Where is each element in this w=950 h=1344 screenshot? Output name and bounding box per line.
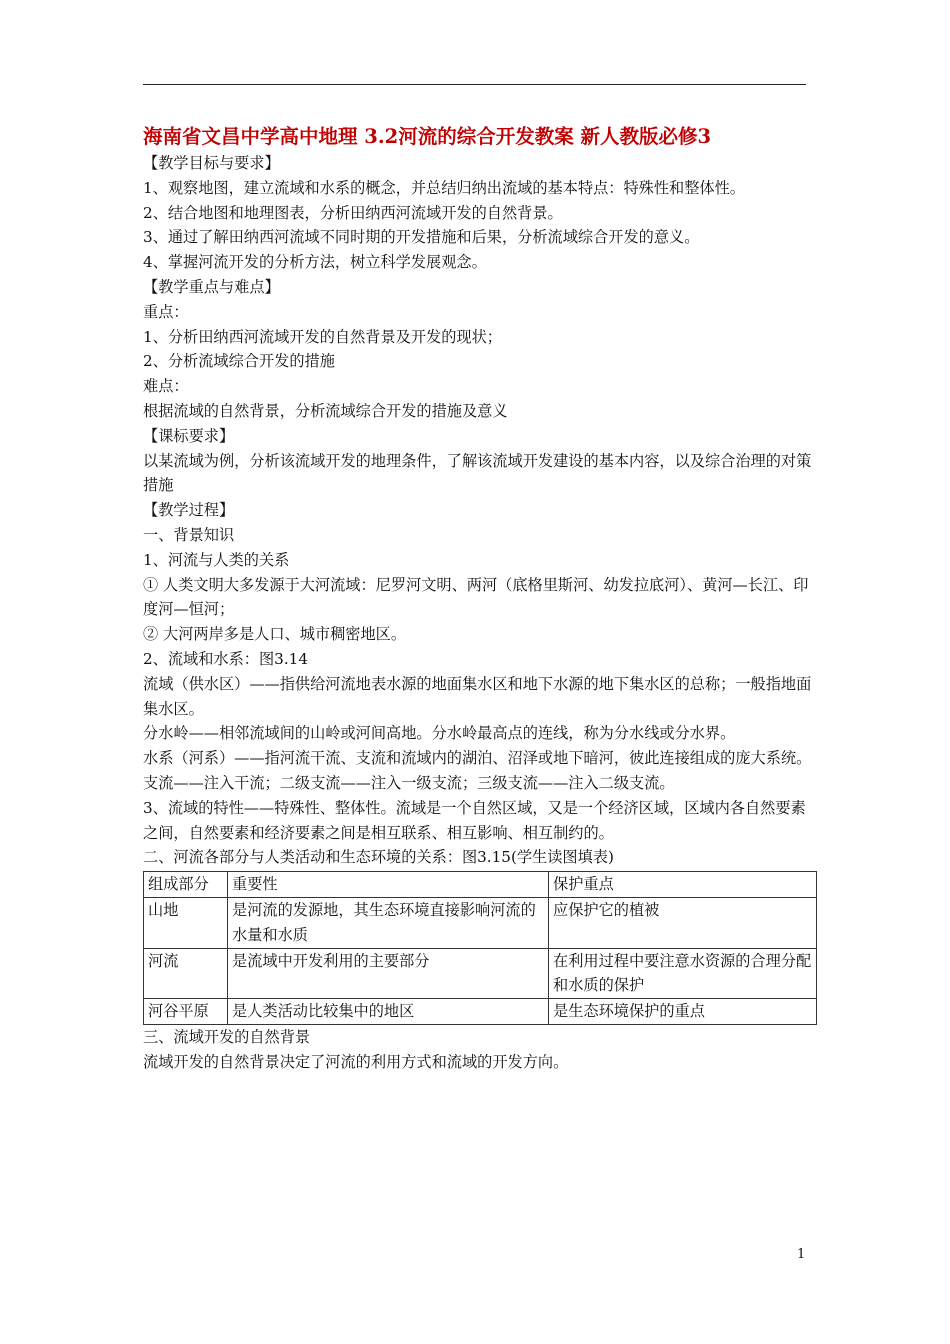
- section-heading-process: 【教学过程】: [143, 501, 235, 520]
- table-cell: 是人类活动比较集中的地区: [228, 999, 549, 1025]
- table-cell: 是河流的发源地，其生态环境直接影响河流的水量和水质: [228, 897, 549, 948]
- paragraph: 4、掌握河流开发的分析方法，树立科学发展观念。: [143, 253, 487, 272]
- after-table-paragraphs: [143, 1025, 817, 1075]
- table-header-cell: 保护重点: [549, 872, 817, 898]
- paragraph: 支流——注入干流；二级支流——注入一级支流；三级支流——注入二级支流。: [143, 773, 675, 792]
- section-heading-natural-background: 三、流域开发的自然背景: [143, 1027, 311, 1046]
- page-number: 1: [797, 1247, 806, 1262]
- paragraph: 3、通过了解田纳西河流域不同时期的开发措施和后果，分析流域综合开发的意义。: [143, 228, 700, 247]
- header-rule: [143, 84, 806, 85]
- section-heading-goals: 【教学目标与要求】: [143, 154, 280, 172]
- paragraph: 2、流域和水系：图3.14: [143, 649, 308, 668]
- paragraph: 1、河流与人类的关系: [143, 550, 290, 569]
- document-title: 海南省文昌中学高中地理 3.2河流的综合开发教案 新人教版必修3: [143, 125, 712, 148]
- paragraph: 流域（供水区）——指供给河流地表水源的地面集水区和地下水源的地下集水区的总称；一般指地面集水区。: [143, 674, 812, 718]
- paragraph: 1、分析田纳西河流域开发的自然背景及开发的现状；: [143, 327, 502, 346]
- body-paragraphs: [143, 151, 817, 870]
- table-row: [144, 999, 817, 1025]
- paragraph: 难点：: [143, 377, 189, 396]
- paragraph: 以某流域为例，分析该流域开发的地理条件，了解该流域开发建设的基本内容，以及综合治理的对策措施: [143, 451, 812, 495]
- table-cell: 河谷平原: [144, 999, 228, 1025]
- section-heading-key-points: 【教学重点与难点】: [143, 277, 280, 296]
- table-header-cell: 重要性: [228, 872, 549, 898]
- table-cell: 是生态环境保护的重点: [549, 999, 817, 1025]
- table-row: [144, 948, 817, 999]
- document-body: [143, 151, 817, 1074]
- paragraph: 2、分析流域综合开发的措施: [143, 352, 335, 371]
- river-parts-table: [143, 871, 817, 1025]
- paragraph: 流域开发的自然背景决定了河流的利用方式和流域的开发方向。: [143, 1052, 569, 1071]
- section-heading-standards: 【课标要求】: [143, 426, 235, 445]
- paragraph: 一、背景知识: [143, 525, 235, 544]
- table-header-cell: 组成部分: [144, 872, 228, 898]
- table-cell: 河流: [144, 948, 228, 999]
- paragraph: 重点：: [143, 302, 189, 321]
- paragraph: 分水岭——相邻流域间的山岭或河间高地。分水岭最高点的连线，称为分水线或分水界。: [143, 724, 736, 743]
- table-cell: 应保护它的植被: [549, 897, 817, 948]
- table-row: [144, 897, 817, 948]
- paragraph: 2、结合地图和地理图表，分析田纳西河流域开发的自然背景。: [143, 203, 563, 222]
- paragraph: 根据流域的自然背景，分析流域综合开发的措施及意义: [143, 401, 508, 420]
- table-cell: 是流域中开发利用的主要部分: [228, 948, 549, 999]
- paragraph: 水系（河系）——指河流干流、支流和流域内的湖泊、沼泽或地下暗河，彼此连接组成的庞大系统。: [143, 749, 812, 768]
- table-header-row: [144, 872, 817, 898]
- paragraph: ② 大河两岸多是人口、城市稠密地区。: [143, 625, 407, 644]
- paragraph: 1、观察地图，建立流域和水系的概念，并总结归纳出流域的基本特点：特殊性和整体性。: [143, 178, 745, 197]
- paragraph: ① 人类文明大多发源于大河流域：尼罗河文明、两河（底格里斯河、幼发拉底河）、黄河—长江、印度河—恒河；: [143, 575, 809, 619]
- paragraph: 3、流域的特性——特殊性、整体性。流域是一个自然区域，又是一个经济区域，区域内各自然要素之间，自然要素和经济要素之间是相互联系、相互影响、相互制约的。: [143, 798, 806, 842]
- paragraph: 二、河流各部分与人类活动和生态环境的关系：图3.15(学生读图填表): [143, 848, 614, 867]
- table-cell: 在利用过程中要注意水资源的合理分配和水质的保护: [549, 948, 817, 999]
- table-cell: 山地: [144, 897, 228, 948]
